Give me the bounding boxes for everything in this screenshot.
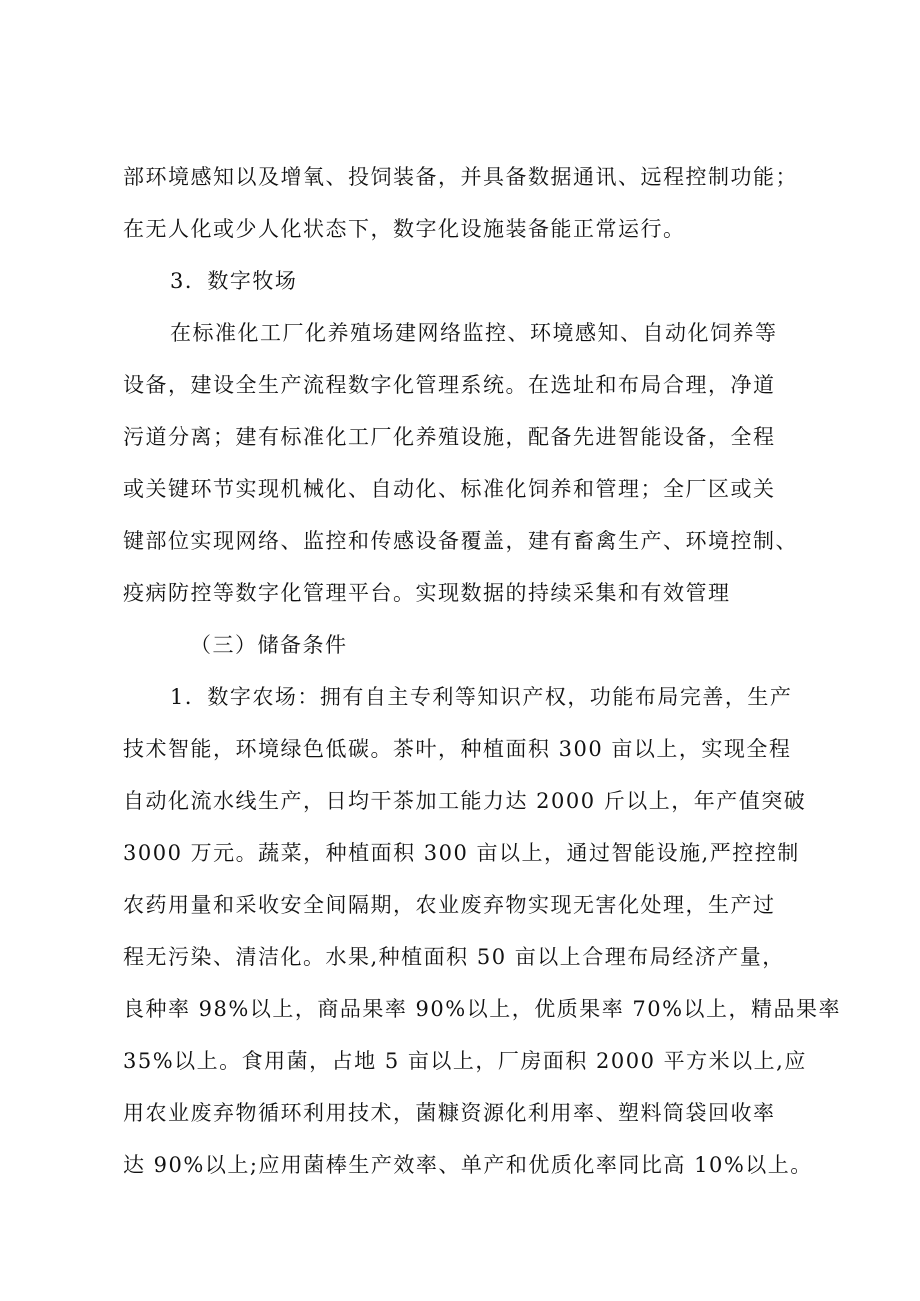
text-line-5: 设备，建设全生产流程数字化管理系统。在选址和布局合理，净道 [123,373,776,397]
text-line-16: 程无污染、清洁化。水果,种植面积 50 亩以上合理布局经济产量， [123,945,785,969]
text-line-2: 在无人化或少人化状态下，数字化设施装备能正常运行。 [123,217,686,241]
text-line-1: 部环境感知以及增氧、投饲装备，并具备数据通讯、远程控制功能； [123,165,798,189]
text-line-18: 35%以上。食用菌，占地 5 亩以上，厂房面积 2000 平方米以上,应 [123,1049,807,1073]
section-heading-reserve-conditions: （三）储备条件 [190,633,348,657]
text-line-8: 键部位实现网络、监控和传感设备覆盖，建有畜禽生产、环境控制、 [123,529,798,553]
text-line-20: 达 90%以上;应用菌棒生产效率、单产和优质化率同比高 10%以上。 [123,1153,813,1177]
text-line-15: 农药用量和采收安全间隔期，农业废弃物实现无害化处理，生产过 [123,893,776,917]
text-line-11: 1．数字农场：拥有自主专利等知识产权，功能布局完善，生产 [170,685,793,709]
text-line-7: 或关键环节实现机械化、自动化、标准化饲养和管理；全厂区或关 [123,477,776,501]
text-line-12: 技术智能，环境绿色低碳。茶叶，种植面积 300 亩以上，实现全程 [123,737,792,761]
text-line-9: 疫病防控等数字化管理平台。实现数据的持续采集和有效管理 [123,581,731,605]
text-line-6: 污道分离；建有标准化工厂化养殖设施，配备先进智能设备，全程 [123,425,776,449]
text-line-17: 良种率 98%以上，商品果率 90%以上，优质果率 70%以上，精品果率 [123,997,842,1021]
section-heading-digital-ranch: 3．数字牧场 [170,269,298,293]
text-line-13: 自动化流水线生产，日均干茶加工能力达 2000 斤以上，年产值突破 [123,789,807,813]
text-line-14: 3000 万元。蔬菜，种植面积 300 亩以上，通过智能设施,严控控制 [123,841,800,865]
text-line-4: 在标准化工厂化养殖场建网络监控、环境感知、自动化饲养等 [170,321,778,345]
text-line-19: 用农业废弃物循环利用技术，菌糠资源化利用率、塑料筒袋回收率 [123,1101,776,1125]
